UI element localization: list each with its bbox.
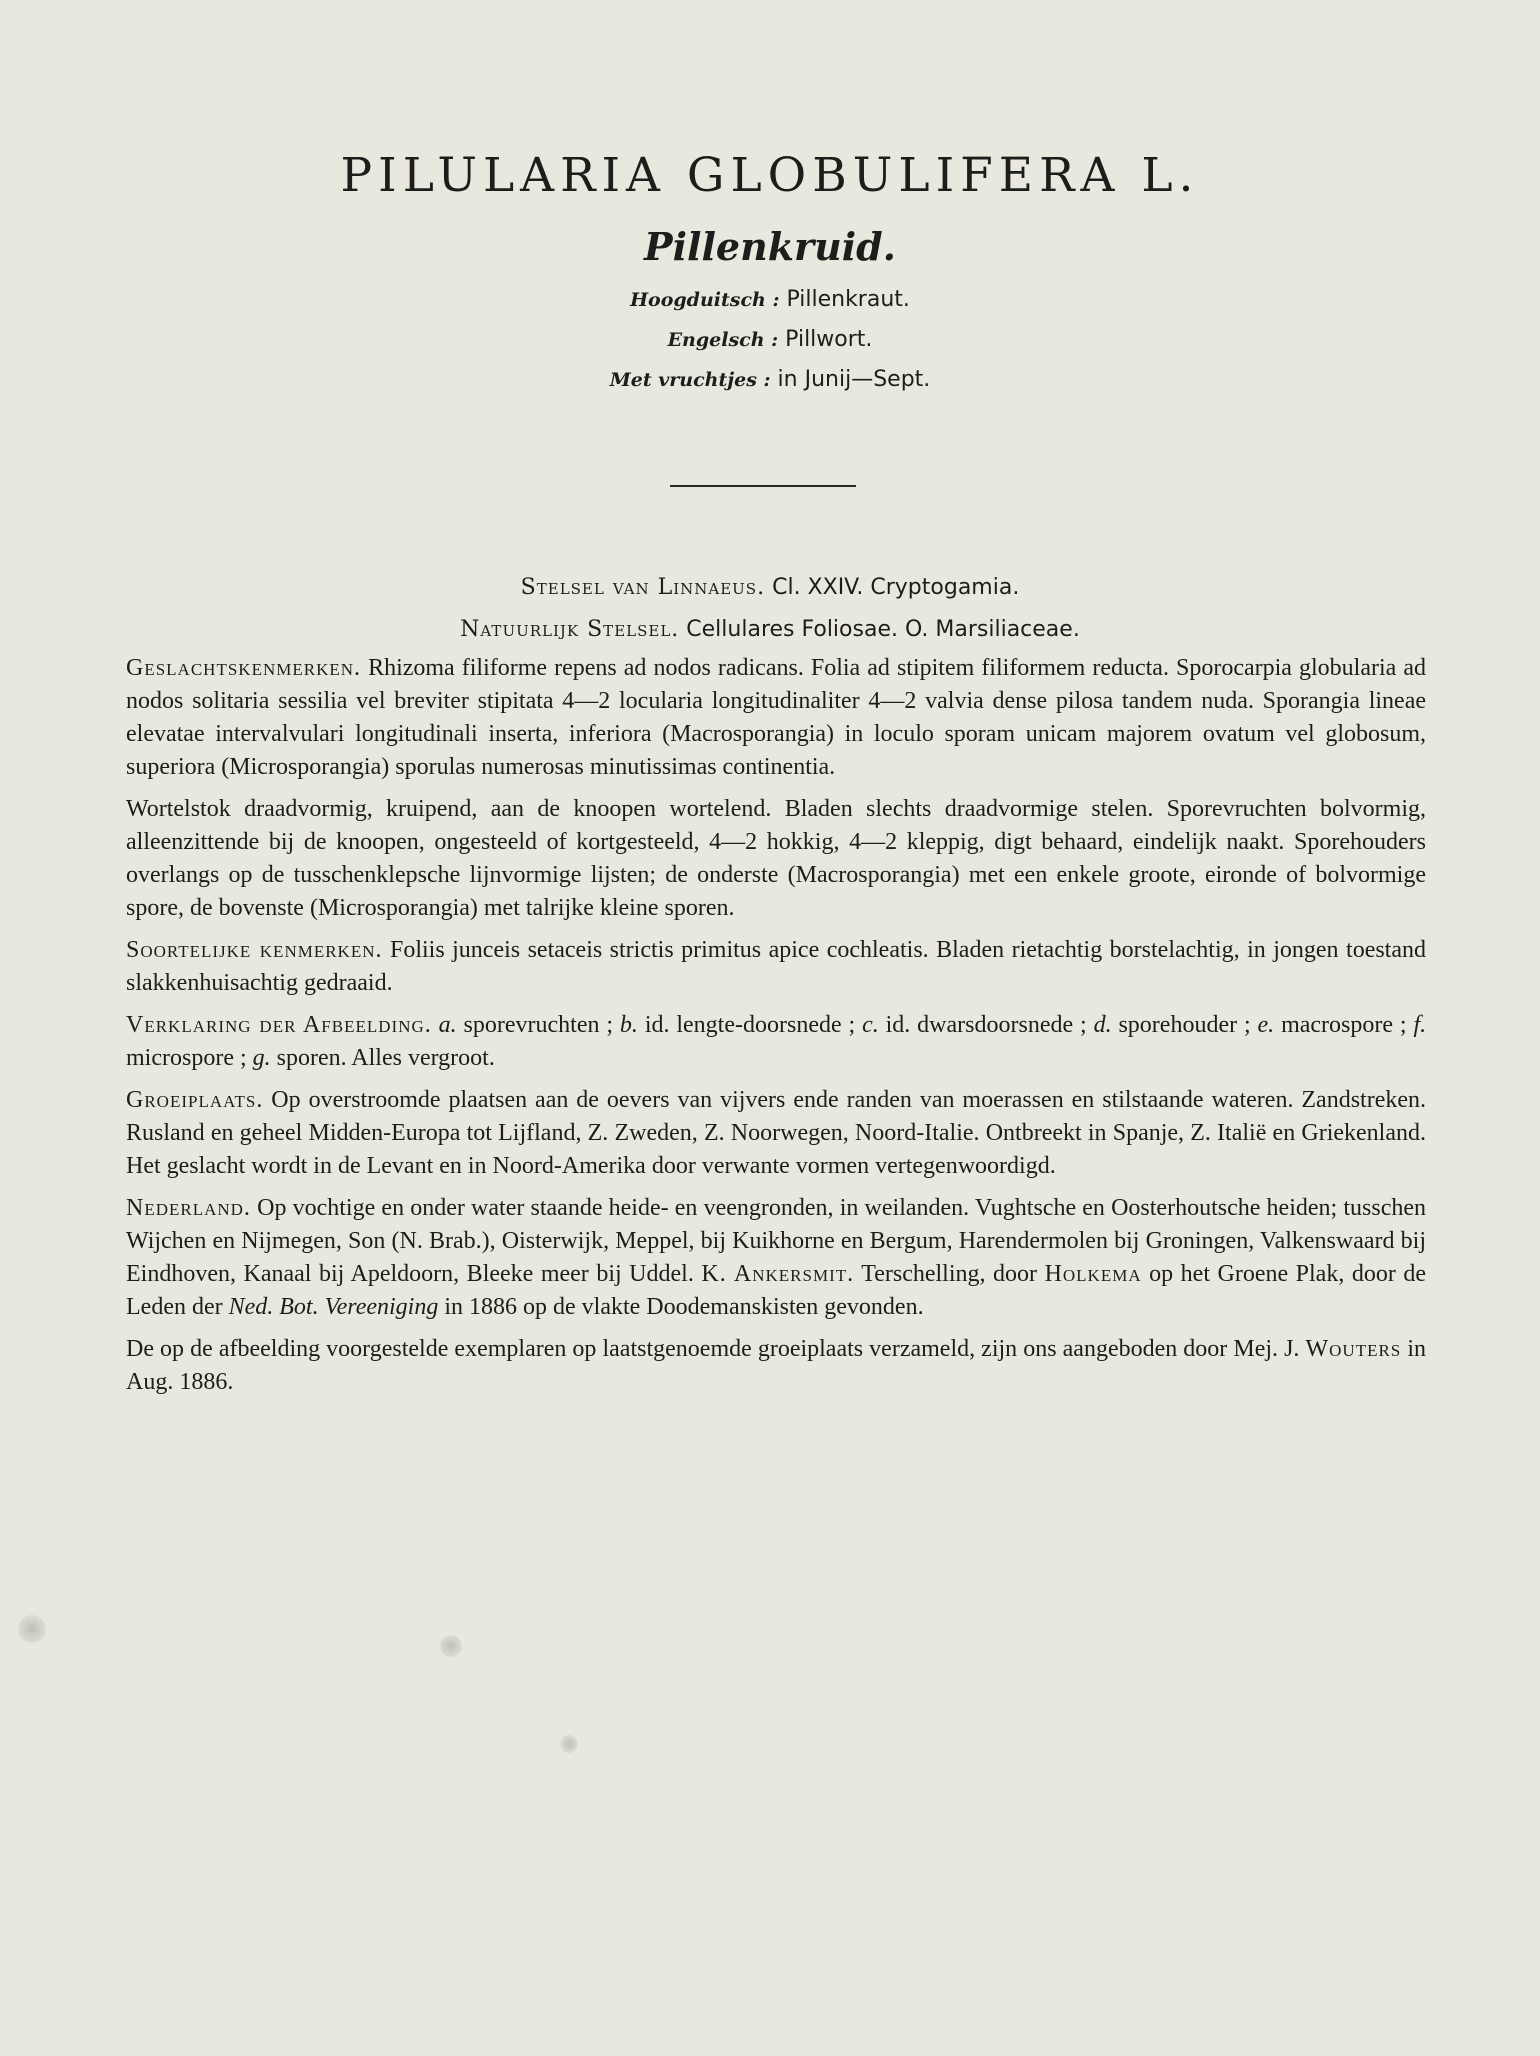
figure-part-text: sporevruchten ;	[463, 1012, 614, 1038]
species-label: Soortelijke kenmerken.	[126, 937, 383, 963]
paper-stain	[440, 1635, 462, 1657]
linnaeus-label: Stelsel van Linnaeus.	[520, 575, 766, 600]
habitat-text: Op overstroomde plaatsen aan de oevers van vijvers ende randen van moerassen en stilstaande wateren. Zandstreken. Rusland en geheel Midden-Europa tot Lijfland, Z. Zweden, Z. Noorwegen, Noord-Italie. Ontbreekt in Spanje, Z. Italië en Griekenland. Het geslacht wordt in de Levant en in Noord-Amerika door verwante vormen vertegenwoordigd.	[126, 1087, 1427, 1179]
common-name-german	[0, 280, 1540, 320]
name-value: Pillenkraut.	[786, 287, 910, 312]
linnaeus-system-line	[0, 575, 1540, 600]
figure-letter: e.	[1257, 1012, 1275, 1038]
common-names-list	[0, 280, 1540, 400]
natural-text: Cellulares Foliosae. O. Marsiliaceae.	[686, 617, 1080, 642]
specimen-text: De op de afbeelding voorgestelde exemplaren op laatstgenoemde groeiplaats verzameld, zijn ons aangeboden door Mej. J.	[126, 1336, 1300, 1362]
paper-stain	[560, 1735, 578, 1753]
common-name-english	[0, 320, 1540, 360]
figure-part-text: id. lengte-doorsnede ;	[644, 1012, 856, 1038]
species-text: Foliis junceis setaceis strictis primitus apice cochleatis. Bladen rietachtig borstelachtig, in jongen toestand slakkenhuisachtig gedraaid.	[126, 937, 1426, 996]
species-paragraph	[126, 934, 1426, 1000]
figure-letter: a.	[438, 1012, 457, 1038]
name-value: Pillwort.	[785, 327, 873, 352]
name-label: Met vruchtjes :	[609, 369, 771, 391]
figure-part-text: sporen. Alles vergroot.	[276, 1045, 495, 1071]
figure-part-text: macrospore ;	[1281, 1012, 1407, 1038]
name-label: Engelsch :	[667, 329, 779, 351]
netherlands-text: Terschelling, door	[861, 1261, 1038, 1287]
netherlands-text: Op vochtige en onder water staande heide- en veengronden, in weilanden. Vughtsche en Oosterhoutsche heiden; tusschen Wijchen en Nijmegen, Son (N. Brab.), Oisterwijk, Meppel, bij Kuikhorne en Bergum, Harendermolen bij Groningen, Valkenswaard bij Eindhoven, Kanaal bij Apeldoorn, Bleeke meer bij Uddel.	[126, 1195, 1427, 1287]
divider-rule	[670, 485, 856, 487]
natural-label: Natuurlijk Stelsel.	[460, 617, 680, 642]
donor-name: Wouters	[1305, 1336, 1402, 1362]
habitat-paragraph	[126, 1084, 1426, 1183]
vernacular-name: Pillenkruid.	[644, 224, 896, 269]
figure-letter: g.	[252, 1045, 271, 1071]
name-label: Hoogduitsch :	[630, 289, 780, 311]
figure-part-text: id. dwarsdoorsnede ;	[885, 1012, 1087, 1038]
figure-label: Verklaring der Afbeelding.	[126, 1012, 432, 1038]
collector-name: K. Ankersmit.	[701, 1261, 855, 1287]
fruiting-period	[0, 360, 1540, 400]
figure-letter: d.	[1093, 1012, 1112, 1038]
natural-system-line	[0, 617, 1540, 642]
genus-dutch-paragraph: Wortelstok draadvormig, kruipend, aan de knoopen wortelend. Bladen slechts draadvormige stelen. Sporevruchten bolvormig, alleenzittende bij de knoopen, ongesteeld of kortgesteeld, 4—2 hokkig, 4—2 kleppig, digt behaard, eindelijk naakt. Sporehouders overlangs op de tusschenklepsche lijnvormige lijsten; de onderste (Macrosporangia) met een enkele groote, eironde of bolvormige spore, de bovenste (Microsporangia) met talrijke kleine sporen.	[126, 796, 1426, 921]
society-name: Ned. Bot. Vereeniging	[228, 1294, 439, 1320]
netherlands-paragraph	[126, 1192, 1426, 1324]
habitat-label: Groeiplaats.	[126, 1087, 264, 1113]
figure-paragraph	[126, 1009, 1426, 1075]
figure-part-text: microspore ;	[126, 1045, 247, 1071]
netherlands-label: Nederland.	[126, 1195, 251, 1221]
netherlands-text: in 1886 op de vlakte Doodemanskisten gevonden.	[444, 1294, 924, 1320]
description-body	[126, 652, 1426, 1408]
figure-letter: c.	[862, 1012, 879, 1038]
genus-text: Rhizoma filiforme repens ad nodos radicans. Folia ad stipitem filiformem reducta. Sporocarpia globularia ad nodos solitaria sessilia vel breviter stipitata 4—2 locularia longitudinaliter 4—2 valvia dense pilosa tandem nuda. Sporangia lineae elevatae intervalvulari longitudinali inserta, inferiora (Macrosporangia) in loculo sporam unicam majorem ovatum vel globosum, superiora (Microsporangia) sporulas numerosas minutissimas continentia.	[126, 655, 1426, 780]
genus-label: Geslachtskenmerken.	[126, 655, 362, 681]
linnaeus-text: Cl. XXIV. Cryptogamia.	[772, 575, 1020, 600]
netherlands-text: op het Groene Plak, door de Leden der	[126, 1261, 1427, 1320]
genus-paragraph	[126, 652, 1426, 784]
figure-letter: b.	[619, 1012, 638, 1038]
specimen-text: in Aug. 1886.	[126, 1336, 1426, 1395]
name-value: in Junij—Sept.	[777, 367, 931, 392]
collector-name: Holkema	[1044, 1261, 1142, 1287]
paper-stain	[18, 1615, 46, 1643]
species-title: PILULARIA GLOBULIFERA L.	[340, 148, 1200, 203]
figure-letter: f.	[1413, 1012, 1427, 1038]
specimen-paragraph	[126, 1333, 1426, 1399]
figure-part-text: sporehouder ;	[1118, 1012, 1251, 1038]
